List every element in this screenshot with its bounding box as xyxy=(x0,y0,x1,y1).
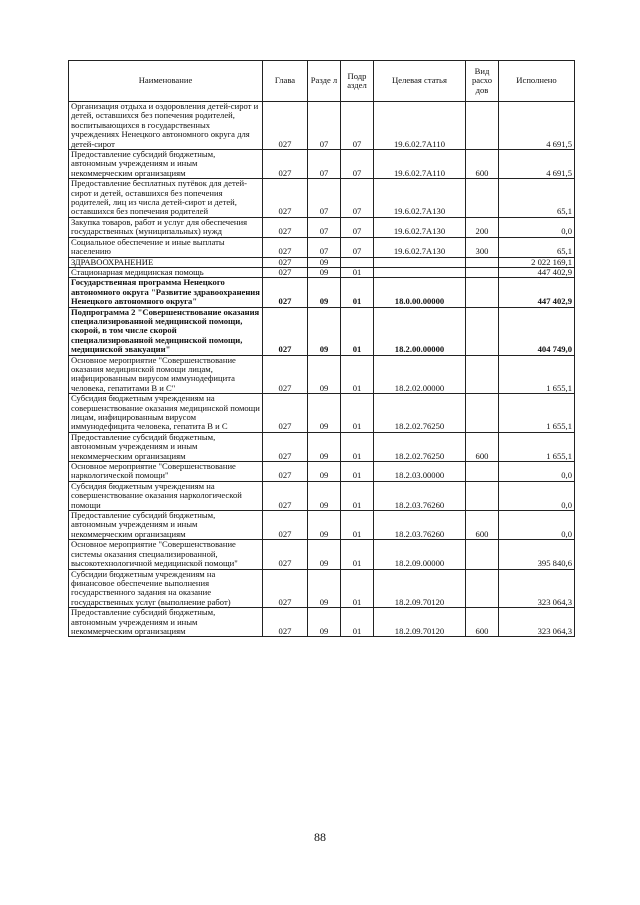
cell-executed: 65,1 xyxy=(499,179,575,218)
cell-section: 09 xyxy=(308,569,341,608)
page-number: 88 xyxy=(314,830,326,844)
budget-table xyxy=(68,60,575,637)
cell-section: 09 xyxy=(308,355,341,394)
cell-executed: 0,0 xyxy=(499,481,575,510)
cell-name: Предоставление субсидий бюджетным, автономным учреждениям и иным некоммерческим организациям xyxy=(69,150,263,179)
table-row xyxy=(69,481,575,510)
cell-executed: 0,0 xyxy=(499,462,575,482)
cell-executed: 404 749,0 xyxy=(499,307,575,355)
cell-chapter: 027 xyxy=(263,307,308,355)
cell-name: Субсидия бюджетным учреждениям на совершенствование оказания наркологической помощи xyxy=(69,481,263,510)
cell-section: 09 xyxy=(308,608,341,637)
cell-name: Предоставление субсидий бюджетным, автономным учреждениям и иным некоммерческим организациям xyxy=(69,432,263,461)
cell-name: Организация отдыха и оздоровления детей-сирот и детей, оставшихся без попечения родителей, воспитывающихся в государственных учреждениях Ненецкого автономного округа для детей-сирот xyxy=(69,102,263,150)
cell-target: 19.6.02.7А130 xyxy=(374,179,466,218)
cell-section: 09 xyxy=(308,481,341,510)
cell-executed: 1 655,1 xyxy=(499,394,575,433)
cell-section: 07 xyxy=(308,150,341,179)
cell-expense-type xyxy=(466,307,499,355)
cell-subsection: 07 xyxy=(341,237,374,257)
cell-expense-type xyxy=(466,462,499,482)
cell-target: 19.6.02.7А110 xyxy=(374,102,466,150)
header-expense-type: Вид расхо дов xyxy=(466,61,499,102)
cell-subsection: 01 xyxy=(341,267,374,277)
cell-subsection: 01 xyxy=(341,608,374,637)
cell-chapter: 027 xyxy=(263,511,308,540)
cell-section: 09 xyxy=(308,307,341,355)
cell-chapter: 027 xyxy=(263,481,308,510)
cell-executed: 4 691,5 xyxy=(499,102,575,150)
cell-expense-type: 600 xyxy=(466,432,499,461)
table-row xyxy=(69,462,575,482)
header-name: Наименование xyxy=(69,61,263,102)
cell-executed: 395 840,6 xyxy=(499,540,575,569)
cell-name: Государственная программа Ненецкого автономного округа "Развитие здравоохранения Ненецкого автономного округа" xyxy=(69,278,263,307)
cell-subsection: 01 xyxy=(341,355,374,394)
cell-subsection: 01 xyxy=(341,511,374,540)
table-row xyxy=(69,432,575,461)
cell-chapter: 027 xyxy=(263,355,308,394)
cell-chapter: 027 xyxy=(263,462,308,482)
cell-target: 19.6.02.7А130 xyxy=(374,237,466,257)
cell-executed: 4 691,5 xyxy=(499,150,575,179)
table-body xyxy=(69,102,575,637)
cell-subsection: 01 xyxy=(341,307,374,355)
cell-expense-type: 600 xyxy=(466,150,499,179)
cell-subsection: 07 xyxy=(341,217,374,237)
table-row xyxy=(69,278,575,307)
cell-chapter: 027 xyxy=(263,540,308,569)
cell-expense-type xyxy=(466,267,499,277)
cell-section: 09 xyxy=(308,278,341,307)
cell-expense-type xyxy=(466,102,499,150)
cell-target: 19.6.02.7А130 xyxy=(374,217,466,237)
cell-section: 09 xyxy=(308,267,341,277)
cell-subsection: 01 xyxy=(341,462,374,482)
cell-chapter: 027 xyxy=(263,179,308,218)
table-row xyxy=(69,217,575,237)
cell-subsection: 07 xyxy=(341,102,374,150)
cell-expense-type xyxy=(466,355,499,394)
cell-target: 18.2.02.76250 xyxy=(374,394,466,433)
cell-expense-type xyxy=(466,569,499,608)
cell-target: 18.2.09.00000 xyxy=(374,540,466,569)
cell-target: 18.2.00.00000 xyxy=(374,307,466,355)
cell-executed: 447 402,9 xyxy=(499,267,575,277)
cell-target: 19.6.02.7А110 xyxy=(374,150,466,179)
cell-expense-type: 600 xyxy=(466,511,499,540)
table-header-row xyxy=(69,61,575,102)
cell-target: 18.2.09.70120 xyxy=(374,608,466,637)
table-row xyxy=(69,355,575,394)
cell-section: 09 xyxy=(308,257,341,267)
cell-name: Стационарная медицинская помощь xyxy=(69,267,263,277)
cell-executed: 323 064,3 xyxy=(499,569,575,608)
cell-chapter: 027 xyxy=(263,150,308,179)
cell-target xyxy=(374,257,466,267)
cell-executed: 1 655,1 xyxy=(499,432,575,461)
cell-expense-type: 200 xyxy=(466,217,499,237)
cell-chapter: 027 xyxy=(263,569,308,608)
cell-subsection: 01 xyxy=(341,432,374,461)
header-chapter: Глава xyxy=(263,61,308,102)
cell-name: Предоставление субсидий бюджетным, автономным учреждениям и иным некоммерческим организациям xyxy=(69,608,263,637)
cell-chapter: 027 xyxy=(263,102,308,150)
cell-name: Основное мероприятие "Совершенствование системы оказания специализированной, высокотехнологичной медицинской помощи" xyxy=(69,540,263,569)
cell-executed: 323 064,3 xyxy=(499,608,575,637)
cell-subsection: 07 xyxy=(341,179,374,218)
cell-chapter: 027 xyxy=(263,217,308,237)
cell-section: 07 xyxy=(308,102,341,150)
cell-expense-type xyxy=(466,257,499,267)
header-executed: Исполнено xyxy=(499,61,575,102)
table-row xyxy=(69,511,575,540)
cell-chapter: 027 xyxy=(263,267,308,277)
cell-target: 18.2.03.76260 xyxy=(374,511,466,540)
cell-name: ЗДРАВООХРАНЕНИЕ xyxy=(69,257,263,267)
cell-chapter: 027 xyxy=(263,278,308,307)
cell-executed: 0,0 xyxy=(499,217,575,237)
table-row xyxy=(69,237,575,257)
cell-chapter: 027 xyxy=(263,432,308,461)
cell-name: Предоставление бесплатных путёвок для детей-сирот и детей, оставшихся без попечения родителей, лиц из числа детей-сирот и детей, оставшихся без попечения родителей xyxy=(69,179,263,218)
cell-target: 18.2.02.76250 xyxy=(374,432,466,461)
cell-name: Закупка товаров, работ и услуг для обеспечения государственных (муниципальных) нужд xyxy=(69,217,263,237)
cell-expense-type xyxy=(466,540,499,569)
cell-chapter: 027 xyxy=(263,257,308,267)
cell-expense-type xyxy=(466,394,499,433)
header-subsection: Подр аздел xyxy=(341,61,374,102)
cell-section: 09 xyxy=(308,511,341,540)
table-row xyxy=(69,569,575,608)
cell-subsection: 01 xyxy=(341,540,374,569)
cell-chapter: 027 xyxy=(263,394,308,433)
header-target: Целевая статья xyxy=(374,61,466,102)
cell-subsection: 01 xyxy=(341,481,374,510)
cell-target xyxy=(374,267,466,277)
cell-subsection xyxy=(341,257,374,267)
cell-name: Основное мероприятие "Совершенствование оказания медицинской помощи лицам, инфицированным вирусом иммунодефицита человека, гепатитами В и С" xyxy=(69,355,263,394)
cell-subsection: 01 xyxy=(341,278,374,307)
cell-section: 09 xyxy=(308,540,341,569)
cell-section: 07 xyxy=(308,217,341,237)
table-row xyxy=(69,394,575,433)
cell-executed: 65,1 xyxy=(499,237,575,257)
table-row xyxy=(69,150,575,179)
table-row xyxy=(69,102,575,150)
cell-expense-type: 300 xyxy=(466,237,499,257)
table-row xyxy=(69,267,575,277)
cell-section: 09 xyxy=(308,432,341,461)
cell-target: 18.0.00.00000 xyxy=(374,278,466,307)
cell-target: 18.2.09.70120 xyxy=(374,569,466,608)
cell-section: 07 xyxy=(308,237,341,257)
cell-section: 09 xyxy=(308,462,341,482)
cell-name: Субсидия бюджетным учреждениям на совершенствование оказания медицинской помощи лицам, инфицированным вирусом иммунодефицита человека, гепатита В и С xyxy=(69,394,263,433)
table-row xyxy=(69,257,575,267)
table-row xyxy=(69,179,575,218)
cell-expense-type xyxy=(466,278,499,307)
cell-executed: 447 402,9 xyxy=(499,278,575,307)
cell-subsection: 01 xyxy=(341,569,374,608)
cell-section: 07 xyxy=(308,179,341,218)
table-row xyxy=(69,307,575,355)
cell-expense-type: 600 xyxy=(466,608,499,637)
cell-expense-type xyxy=(466,481,499,510)
cell-target: 18.2.03.76260 xyxy=(374,481,466,510)
cell-name: Подпрограмма 2 "Совершенствование оказания специализированной медицинской помощи, скорой, в том числе скорой специализированной медицинской помощи, медицинской эвакуации" xyxy=(69,307,263,355)
cell-target: 18.2.03.00000 xyxy=(374,462,466,482)
cell-target: 18.2.02.00000 xyxy=(374,355,466,394)
cell-name: Социальное обеспечение и иные выплаты населению xyxy=(69,237,263,257)
cell-chapter: 027 xyxy=(263,237,308,257)
cell-name: Основное мероприятие "Совершенствование наркологической помощи" xyxy=(69,462,263,482)
cell-section: 09 xyxy=(308,394,341,433)
cell-executed: 0,0 xyxy=(499,511,575,540)
cell-executed: 1 655,1 xyxy=(499,355,575,394)
cell-executed: 2 022 169,1 xyxy=(499,257,575,267)
cell-chapter: 027 xyxy=(263,608,308,637)
cell-name: Субсидии бюджетным учреждениям на финансовое обеспечение выполнения государственного задания на оказание государственных услуг (выполнение работ) xyxy=(69,569,263,608)
cell-name: Предоставление субсидий бюджетным, автономным учреждениям и иным некоммерческим организациям xyxy=(69,511,263,540)
table-row xyxy=(69,540,575,569)
table-row xyxy=(69,608,575,637)
cell-subsection: 07 xyxy=(341,150,374,179)
cell-subsection: 01 xyxy=(341,394,374,433)
cell-expense-type xyxy=(466,179,499,218)
header-section: Разде л xyxy=(308,61,341,102)
